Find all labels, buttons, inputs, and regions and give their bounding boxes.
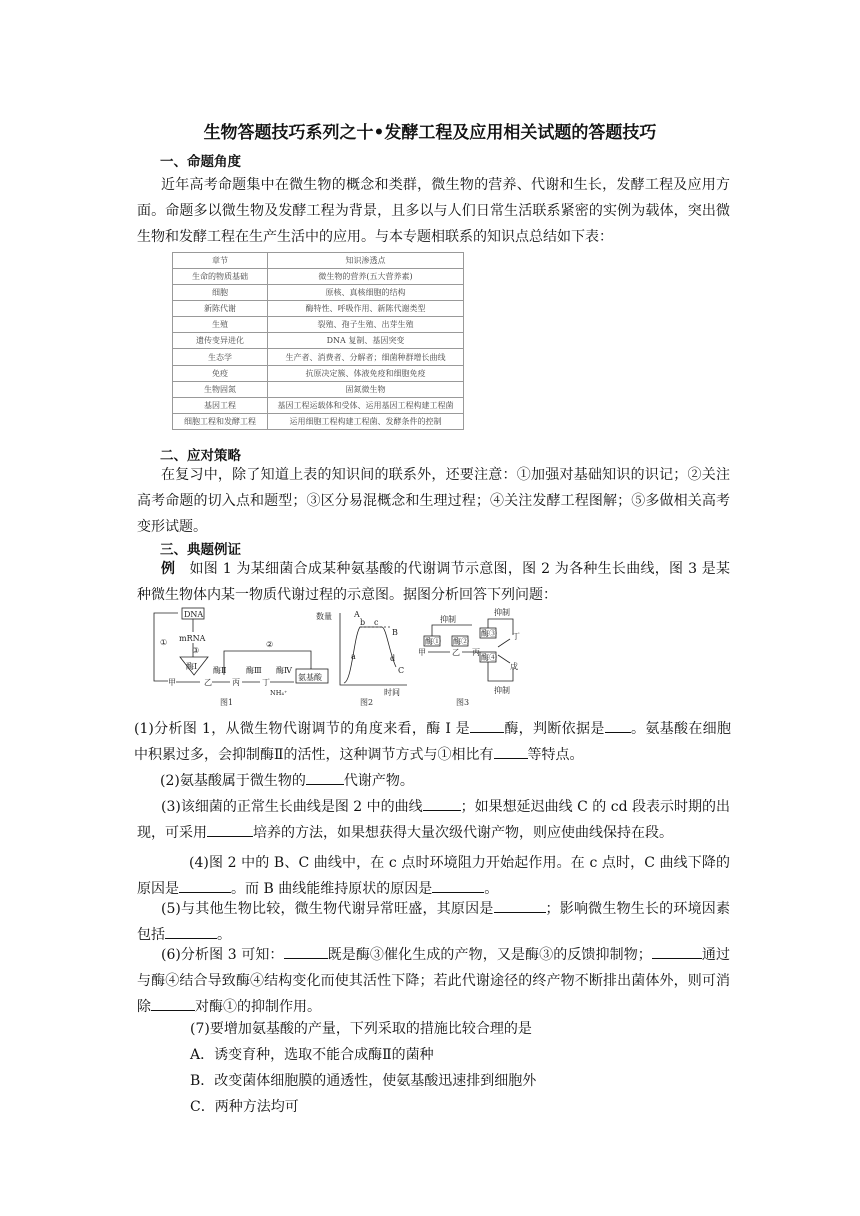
option-b: B．改变菌体细胞膜的通透性，使氨基酸迅速排到细胞外 <box>190 1073 537 1089</box>
fig1-enzyme-3: 酶Ⅲ <box>246 666 262 675</box>
fig1-mrna: mRNA <box>179 634 206 643</box>
q6-text-a: (6)分析图 3 可知： <box>161 947 284 963</box>
q5-blank-2 <box>165 924 217 939</box>
q3-text-b: ；如果想延迟曲线 C 的 cd 段表示时期的出现，可采用 <box>137 799 730 841</box>
q5-text-c: 。 <box>217 927 231 943</box>
q6-text-c: 通过与酶④结合导致酶④结构变化而使其活性下降；若此代谢途径的终产物不断排出菌体外，则可消除 <box>137 947 731 1015</box>
fig1-enzyme-1: 酶Ⅰ <box>186 662 198 671</box>
fig3-enzyme-2: 酶② <box>453 637 469 646</box>
question-5 <box>137 896 730 948</box>
section2-heading: 二、应对策略 <box>160 448 241 464</box>
fig2-ylabel: 数量 <box>316 612 332 621</box>
table-row <box>173 365 464 381</box>
fig2-C: C <box>398 666 405 675</box>
fig3-yi: 乙 <box>452 648 460 657</box>
table-row <box>173 301 464 317</box>
option-c: C．两种方法均可 <box>190 1099 299 1115</box>
section1-heading: 一、命题角度 <box>160 154 241 170</box>
question-4 <box>137 850 730 902</box>
table-cell: 生殖 <box>173 317 268 333</box>
q6-blank-3 <box>151 996 195 1011</box>
table-cell: 微生物的营养(五大营养素) <box>268 269 464 285</box>
table-cell: 生产者、消费者、分解者；细菌种群增长曲线 <box>268 349 464 365</box>
table-cell: 细胞工程和发酵工程 <box>173 413 268 429</box>
table-row <box>173 317 464 333</box>
q4-text-c: 。 <box>484 881 499 897</box>
fig3-enzyme-4: 酶④ <box>481 653 497 662</box>
q4-blank-2 <box>432 878 484 893</box>
table-cell: 运用细胞工程构建工程菌、发酵条件的控制 <box>268 413 464 429</box>
fig1-amino-acid: 氨基酸 <box>298 673 322 682</box>
q6-text-b: 既是酶③催化生成的产物，又是酶③的反馈抑制物； <box>327 947 652 963</box>
figure-3-label: 图3 <box>456 698 470 707</box>
fig2-d: d <box>390 654 396 663</box>
q3-blank-2 <box>207 822 253 837</box>
figure-3-diagram <box>418 605 528 697</box>
table-cell: 新陈代谢 <box>173 301 268 317</box>
q4-blank-1 <box>179 878 231 893</box>
table-cell: 生物固氮 <box>173 381 268 397</box>
example-paragraph <box>137 556 730 608</box>
figure-2-chart <box>312 605 412 697</box>
q3-text-c: 培养的方法，如果想获得大量次级代谢产物，则应使曲线保持在段。 <box>253 825 673 841</box>
table-header-row <box>173 253 464 269</box>
q2-blank <box>306 770 344 785</box>
table-header: 知识渗透点 <box>268 253 464 269</box>
page-title: 生物答题技巧系列之十•发酵工程及应用相关试题的答题技巧 <box>203 123 657 143</box>
table-cell: 酶特性、呼吸作用、新陈代谢类型 <box>268 301 464 317</box>
table-header: 章节 <box>173 253 268 269</box>
fig2-A: A <box>354 610 360 619</box>
fig1-dna: DNA <box>184 610 204 619</box>
table-cell: 基因工程 <box>173 397 268 413</box>
section2-paragraph: 在复习中，除了知道上表的知识间的联系外，还要注意：①加强对基础知识的识记；②关注高考命题的切入点和题型；③区分易混概念和生理过程；④关注发酵工程图解；⑤多做相关高考变形试题。 <box>137 467 730 535</box>
fig3-enzyme-3: 酶③ <box>481 629 497 638</box>
q2-text-a: (2)氨基酸属于微生物的 <box>160 773 306 789</box>
fig1-circle-3: ③ <box>192 646 200 655</box>
table-row <box>173 397 464 413</box>
figure-1-label: 图1 <box>220 698 234 707</box>
table-cell: 抗原决定簇、体液免疫和细胞免疫 <box>268 365 464 381</box>
fig1-ding: 丁 <box>262 678 270 687</box>
table-row <box>173 269 464 285</box>
fig1-circle-2: ② <box>266 640 274 649</box>
fig3-inhibit-1: 抑制 <box>440 615 456 624</box>
table-cell: 基因工程运载体和受体、运用基因工程构建工程菌 <box>268 397 464 413</box>
knowledge-table <box>172 252 464 430</box>
table-cell: 生态学 <box>173 349 268 365</box>
table-cell: 原核、真核细胞的结构 <box>268 285 464 301</box>
fig3-bing: 丙 <box>472 648 480 657</box>
fig3-ding: 丁 <box>512 632 520 641</box>
table-row <box>173 413 464 429</box>
fig1-bing: 丙 <box>232 678 240 687</box>
question-1 <box>134 716 731 768</box>
q1-text-a: (1)分析图 1，从微生物代谢调节的角度来看，酶 I 是 <box>134 721 470 737</box>
q2-text-b: 代谢产物。 <box>343 773 414 789</box>
fig2-xlabel: 时间 <box>384 688 400 697</box>
q4-text-b: 。而 B 曲线能维持原状的原因是 <box>231 881 433 897</box>
fig2-a: a <box>351 652 356 661</box>
question-2 <box>160 768 730 794</box>
example-text: 如图 1 为某细菌合成某种氨基酸的代谢调节示意图，图 2 为各种生长曲线，图 3 是某种微生物体内某一物质代谢过程的示意图。据图分析回答下列问题： <box>137 561 731 603</box>
q5-text-a: (5)与其他生物比较，微生物代谢异常旺盛，其原因是 <box>161 901 494 917</box>
q1-text-d: 等特点。 <box>527 747 584 763</box>
q3-blank-1 <box>423 796 461 811</box>
table-cell: 遗传变异进化 <box>173 333 268 349</box>
fig3-wu: 戊 <box>510 662 518 671</box>
q5-blank-1 <box>494 898 546 913</box>
q1-blank-2 <box>605 718 631 733</box>
fig2-c: c <box>374 618 379 627</box>
q5-text-b: ；影响微生物生长的环境因素包括 <box>137 901 730 943</box>
q6-text-d: 对酶①的抑制作用。 <box>195 999 321 1015</box>
fig1-enzyme-4: 酶Ⅳ <box>276 666 292 675</box>
fig1-enzyme-2: 酶Ⅱ <box>213 666 227 675</box>
question-3 <box>137 794 730 846</box>
table-row <box>173 381 464 397</box>
example-label: 例 <box>161 561 176 577</box>
q1-text-b: 酶，判断依据是 <box>503 721 605 737</box>
table-cell: 生命的物质基础 <box>173 269 268 285</box>
section1-paragraph: 近年高考命题集中在微生物的概念和类群，微生物的营养、代谢和生长，发酵工程及应用方面。命题多以微生物及发酵工程为背景，且多以与人们日常生活联系紧密的实例为载体，突出微生物和发酵工程在生产生活中的应用。与本专题相联系的知识点总结如下表： <box>137 177 730 245</box>
fig3-jia: 甲 <box>418 648 426 657</box>
fig1-circle-1: ① <box>160 638 168 647</box>
figure-2-label: 图2 <box>360 698 374 707</box>
fig3-inhibit-3: 抑制 <box>494 686 510 695</box>
figure-1-diagram <box>148 605 333 710</box>
table-row <box>173 349 464 365</box>
fig3-inhibit-2: 抑制 <box>494 608 510 617</box>
q1-blank-3 <box>494 744 528 759</box>
table-cell: DNA 复制、基因突变 <box>268 333 464 349</box>
q6-blank-1 <box>284 944 328 959</box>
fig2-B: B <box>392 628 398 637</box>
question-6 <box>137 942 730 1020</box>
fig1-jia: 甲 <box>168 678 176 687</box>
q3-text-a: (3)该细菌的正常生长曲线是图 2 中的曲线 <box>161 799 423 815</box>
q6-blank-2 <box>652 944 702 959</box>
table-cell: 固氮微生物 <box>268 381 464 397</box>
table-cell: 裂殖、孢子生殖、出芽生殖 <box>268 317 464 333</box>
fig1-yi: 乙 <box>204 678 212 687</box>
option-a: A．诱变育种，选取不能合成酶Ⅱ的菌种 <box>190 1047 434 1063</box>
q1-text-c: 。氨基酸在细胞中积累过多，会抑制酶Ⅱ的活性，这种调节方式与①相比有 <box>134 721 732 763</box>
fig2-b: b <box>360 618 366 627</box>
section3-heading: 三、典题例证 <box>160 542 241 558</box>
fig3-enzyme-1: 酶① <box>425 637 441 646</box>
table-cell: 细胞 <box>173 285 268 301</box>
q1-blank-1 <box>470 718 504 733</box>
table-cell: 免疫 <box>173 365 268 381</box>
fig1-nh4: NH₄⁺ <box>270 689 288 697</box>
question-7: (7)要增加氨基酸的产量，下列采取的措施比较合理的是 <box>190 1021 532 1037</box>
q4-text-a: (4)图 2 中的 B、C 曲线中，在 c 点时环境阻力开始起作用。在 c 点时，C 曲线下降的原因是 <box>137 855 730 897</box>
table-row <box>173 285 464 301</box>
table-row <box>173 333 464 349</box>
